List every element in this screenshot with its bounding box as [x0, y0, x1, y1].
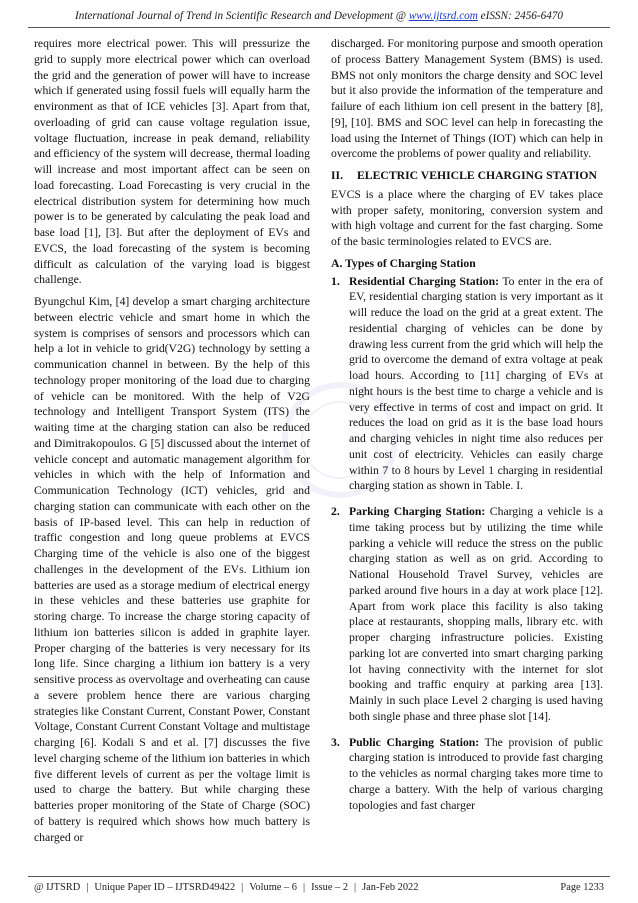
item-text: Charging a vehicle is a time taking process but by utilizing the time while parking a vehicle will reduce the stress on the public charging station as well as on grid. According to National Household Travel Survey, vehicles are parked around five hours in a day at work place [12]. Apart from work place this facility is also taking place at restaurants, shopping malls, library etc. with proper charging infrastructure policies. Existing parking lot are converted into smart charging parking lot having connectivity with the internet for slot booking and traffic enquiry at parking area [13]. Mainly in such place Level 2 charging is used having both single phase and three phase slot [14].: [349, 505, 604, 723]
item-number: 1.: [331, 274, 340, 288]
section-number: II.: [331, 169, 344, 182]
paragraph: discharged. For monitoring purpose and smooth operation of process Battery Management System (BMS) is used. BMS not only monitors the charge density and SOC level but it also provide the information of the temperature and failure of each lithium ion cell present in the battery [8], [9], [10]. BMS and SOC level can help in forecasting the load using the Internet of Things (IOT) which can help in overcome the problems of power quality and reliability.: [331, 37, 603, 161]
footer-volume: Volume – 6: [249, 882, 297, 893]
item-number: 3.: [331, 735, 340, 749]
charging-station-list: [331, 274, 603, 814]
list-item: [331, 504, 603, 725]
journal-url-link[interactable]: www.ijtsrd.com: [408, 10, 478, 22]
section-title: ELECTRIC VEHICLE CHARGING STATION: [357, 169, 597, 182]
left-column: [34, 36, 310, 853]
footer-divider: [28, 876, 610, 877]
item-text: To enter in the era of EV, residential charging station is very important as it will reduce the load on the grid at a great extent. The residential charging of vehicles can be done by drawing less current from the grid which will help the grid to overcome the demand of extra voltage at peak load hours. According to [11] charging of EVs at night hours is the best time to charge a vehicle and is very effective in terms of cost and impact on grid. It reduces the load on grid as it is the base load hours and charging vehicles in night time also reduces per unit cost of electricity. Vehicles can easily charge within 7 to 8 hours by Level 1 charging in residential charging station as shown in Table. I.: [349, 274, 604, 493]
item-text: The provision of public charging station is introduced to provide fast charging to the vehicles as normal charging takes more time to charge a battery. With the help of various charging topologies and fast charger: [349, 735, 603, 812]
running-footer: [34, 882, 604, 893]
paragraph: requires more electrical power. This will pressurize the grid to supply more electrical power which can overload the grid and the generation of power will have to increase which if generated using fossil fuels will equally harm the environment as that of ICE vehicles [3]. Apart from that, overloading of grid can cause voltage regulation issue, voltage fluctuation, increase in peak demand, reliability and efficiency of the system will decrease, thermal loading will increase and most important affect can be seen on load forecasting. Load Forecasting is very crucial in the electrical distribution system for determining how much power is to be generated by calculating the peak load and base load [1], [3]. But after the deployment of EVs and EVCS, the load forecasting of the system is becoming difficult as calculation of the varying load is biggest challenge.: [34, 37, 310, 287]
footer-separator: |: [303, 882, 306, 893]
footer-date: Jan-Feb 2022: [362, 882, 419, 893]
footer-separator: |: [86, 882, 89, 893]
list-item: [331, 274, 603, 495]
paragraph: EVCS is a place where the charging of EV takes place with proper safety, monitoring, conversion system and with high voltage and current for the fast charging. Some of the basic terminologies related to EVCS are.: [331, 187, 603, 248]
journal-issn: eISSN: 2456-6470: [477, 10, 563, 22]
journal-title: International Journal of Trend in Scientific Research and Development @: [75, 10, 409, 22]
footer-paper-id: Unique Paper ID – IJTSRD49422: [94, 882, 236, 893]
list-item: [331, 735, 603, 814]
item-title: Public Charging Station:: [349, 735, 480, 749]
header-divider: [28, 27, 610, 28]
subsection-heading: A. Types of Charging Station: [331, 256, 476, 270]
footer-page: Page 1233: [560, 882, 604, 893]
item-title: Residential Charging Station:: [349, 274, 499, 288]
footer-separator: |: [354, 882, 357, 893]
paragraph: Byungchul Kim, [4] develop a smart charging architecture between electric vehicle and smart home in which the system is comprises of sensors and processors which can help a lot in vehicle to grid(V2G) technology by setting a communication channel in between. By the help of this technology proper monitoring of the load due to charging of vehicle can be monitored. With the help of V2G technology and Intelligent Transport System (ITS) the waiting time at the charging station can also be reduced and Dimitrakopoulos. G [5] discussed about the internet of vehicle concept and automatic management algorithm for vehicles in which with the help of Information and Communication Technology (ICT) vehicles, grid and charging station can communicate with each other on the basis of IP-based level. This can help in reduction of traffic congestion and long queue problems at EVCS Charging time of the vehicle is also one of the biggest challenges in the development of the EVs. Lithium ion batteries are used as a storage medium of electrical energy in these vehicles and these batteries use graphite for storing charge. To increase the charge storing capacity of lithium ion batteries silicon is added in graphite layer. Proper charging of the batteries is very necessary for its long life. Since charging a lithium ion battery is a very sensitive process as overvoltage and overheating can cause a severe problem hence there are various charging strategies like Constant Current, Constant Power, Constant Voltage, Constant Current Constant Voltage and multistage charging [6]. Kodali S and et al. [7] discusses the five level charging scheme of the lithium ion batteries in which five different levels of current as per the voltage limit is used to charge the battery. But while charging these batteries proper monitoring of the State of Charge (SOC) of battery is required which shows how much battery is charged or: [34, 295, 310, 844]
footer-separator: |: [241, 882, 244, 893]
item-number: 2.: [331, 505, 340, 518]
section-heading: [331, 168, 603, 184]
footer-issue: Issue – 2: [311, 882, 349, 893]
right-column: [331, 36, 603, 823]
footer-brand: @ IJTSRD: [34, 882, 81, 893]
item-title: Parking Charging Station:: [349, 505, 486, 518]
running-header: [0, 10, 638, 22]
